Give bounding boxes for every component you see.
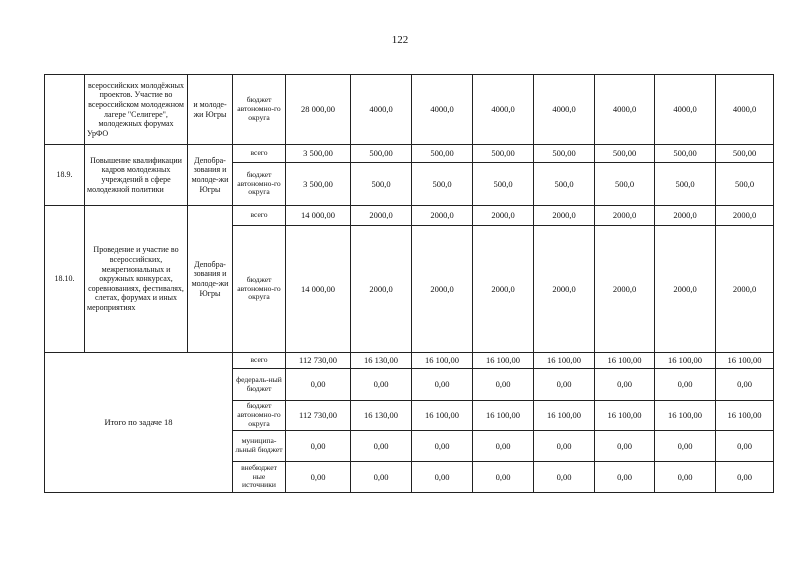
source-cell: всего <box>233 145 286 163</box>
value-year-6: 2000,0 <box>655 226 716 353</box>
value-year-6: 0,00 <box>655 431 716 462</box>
value-year-7: 0,00 <box>716 369 774 401</box>
value-year-5: 2000,0 <box>595 226 655 353</box>
source-cell: внебюджет ные источники <box>233 462 286 493</box>
value-year-2: 0,00 <box>412 462 473 493</box>
source-cell: всего <box>233 353 286 369</box>
value-year-5: 0,00 <box>595 462 655 493</box>
value-year-5: 2000,0 <box>595 206 655 226</box>
executor-cell: Депобра-зования и молоде-жи Югры <box>188 145 233 206</box>
value-year-1: 500,0 <box>351 163 412 206</box>
value-year-5: 500,0 <box>595 163 655 206</box>
value-year-4: 0,00 <box>534 462 595 493</box>
value-year-7: 2000,0 <box>716 206 774 226</box>
value-year-1: 4000,0 <box>351 75 412 145</box>
value-year-7: 16 100,00 <box>716 353 774 369</box>
value-year-5: 500,00 <box>595 145 655 163</box>
table-row-18-10-total <box>45 206 774 226</box>
value-year-2: 4000,0 <box>412 75 473 145</box>
value-year-7: 0,00 <box>716 462 774 493</box>
value-year-5: 16 100,00 <box>595 353 655 369</box>
source-cell: бюджет автономно-го округа <box>233 401 286 431</box>
value-year-7: 500,0 <box>716 163 774 206</box>
value-total: 3 500,00 <box>286 163 351 206</box>
executor-cell: Депобра-зования и молоде-жи Югры <box>188 206 233 353</box>
value-year-2: 2000,0 <box>412 226 473 353</box>
page-number: 122 <box>391 34 409 46</box>
value-year-5: 0,00 <box>595 431 655 462</box>
total-label: Итого по задаче 18 <box>45 353 233 493</box>
value-year-5: 4000,0 <box>595 75 655 145</box>
value-year-6: 2000,0 <box>655 206 716 226</box>
value-total: 28 000,00 <box>286 75 351 145</box>
value-year-7: 500,00 <box>716 145 774 163</box>
value-year-3: 4000,0 <box>473 75 534 145</box>
value-year-3: 2000,0 <box>473 226 534 353</box>
value-year-1: 2000,0 <box>351 226 412 353</box>
value-total: 14 000,00 <box>286 206 351 226</box>
description-cell: Повышение квалификации кадров молодежных учреждений в сфере молодежной политики <box>85 145 188 206</box>
value-year-6: 500,0 <box>655 163 716 206</box>
value-year-6: 16 100,00 <box>655 353 716 369</box>
source-cell: муниципа-льный бюджет <box>233 431 286 462</box>
value-year-3: 500,0 <box>473 163 534 206</box>
value-year-4: 0,00 <box>534 431 595 462</box>
value-year-4: 16 100,00 <box>534 353 595 369</box>
value-year-5: 16 100,00 <box>595 401 655 431</box>
table-row-continuation <box>45 75 774 145</box>
value-year-1: 0,00 <box>351 369 412 401</box>
index-cell: 18.10. <box>45 206 85 353</box>
source-cell: федераль-ный бюджет <box>233 369 286 401</box>
value-year-6: 16 100,00 <box>655 401 716 431</box>
value-total: 3 500,00 <box>286 145 351 163</box>
value-year-1: 0,00 <box>351 462 412 493</box>
value-year-1: 0,00 <box>351 431 412 462</box>
value-year-4: 2000,0 <box>534 226 595 353</box>
value-year-3: 0,00 <box>473 462 534 493</box>
value-year-7: 0,00 <box>716 431 774 462</box>
value-year-4: 500,0 <box>534 163 595 206</box>
index-cell <box>45 75 85 145</box>
value-year-3: 500,00 <box>473 145 534 163</box>
value-year-4: 16 100,00 <box>534 401 595 431</box>
value-year-6: 0,00 <box>655 462 716 493</box>
value-year-1: 16 130,00 <box>351 401 412 431</box>
index-cell: 18.9. <box>45 145 85 206</box>
value-year-6: 0,00 <box>655 369 716 401</box>
value-year-3: 16 100,00 <box>473 401 534 431</box>
value-total: 0,00 <box>286 431 351 462</box>
value-year-2: 500,0 <box>412 163 473 206</box>
value-year-1: 16 130,00 <box>351 353 412 369</box>
value-year-4: 4000,0 <box>534 75 595 145</box>
value-year-1: 500,00 <box>351 145 412 163</box>
value-year-2: 0,00 <box>412 369 473 401</box>
value-year-6: 4000,0 <box>655 75 716 145</box>
value-total: 0,00 <box>286 369 351 401</box>
value-total: 112 730,00 <box>286 353 351 369</box>
value-year-3: 16 100,00 <box>473 353 534 369</box>
table-row-total-all <box>45 353 774 369</box>
value-total: 0,00 <box>286 462 351 493</box>
table-row-18-9-total <box>45 145 774 163</box>
description-cell: всероссийских молодёжных проектов. Участие во всероссийском молодежном лагере "Селигере", молодежных форумах УрФО <box>85 75 188 145</box>
value-total: 112 730,00 <box>286 401 351 431</box>
budget-table <box>44 74 774 493</box>
value-year-4: 0,00 <box>534 369 595 401</box>
source-cell: бюджет автономно-го округа <box>233 75 286 145</box>
value-total: 14 000,00 <box>286 226 351 353</box>
value-year-3: 0,00 <box>473 369 534 401</box>
value-year-3: 0,00 <box>473 431 534 462</box>
value-year-2: 2000,0 <box>412 206 473 226</box>
value-year-4: 2000,0 <box>534 206 595 226</box>
value-year-7: 4000,0 <box>716 75 774 145</box>
value-year-1: 2000,0 <box>351 206 412 226</box>
executor-cell: и молоде-жи Югры <box>188 75 233 145</box>
value-year-3: 2000,0 <box>473 206 534 226</box>
value-year-5: 0,00 <box>595 369 655 401</box>
value-year-2: 500,00 <box>412 145 473 163</box>
value-year-2: 16 100,00 <box>412 401 473 431</box>
description-cell: Проведение и участие во всероссийских, межрегиональных и окружных конкурсах, соревнованиях, фестивалях, слетах, форумах и иных мероприятиях <box>85 206 188 353</box>
value-year-7: 16 100,00 <box>716 401 774 431</box>
source-cell: всего <box>233 206 286 226</box>
source-cell: бюджет автономно-го округа <box>233 163 286 206</box>
value-year-2: 16 100,00 <box>412 353 473 369</box>
source-cell: бюджет автономно-го округа <box>233 226 286 353</box>
value-year-6: 500,00 <box>655 145 716 163</box>
value-year-4: 500,00 <box>534 145 595 163</box>
value-year-7: 2000,0 <box>716 226 774 353</box>
value-year-2: 0,00 <box>412 431 473 462</box>
